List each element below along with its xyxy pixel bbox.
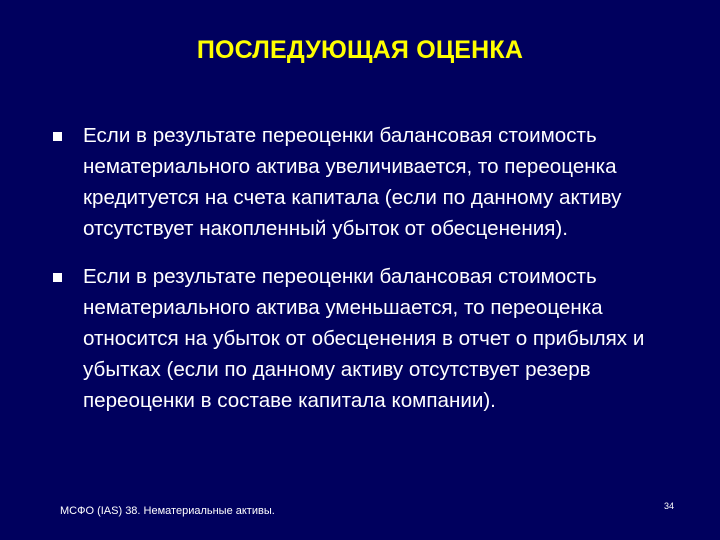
- bullet-text: Если в результате переоценки балансовая стоимость нематериального актива увеличивается, то переоценка кредитуется на счета капитала (если по данному активу отсутствует накопленный убыток от обесценения).: [83, 124, 622, 240]
- square-bullet-icon: [53, 273, 62, 282]
- slide-footer: МСФО (IAS) 38. Нематериальные активы.: [60, 505, 275, 517]
- list-item: [53, 261, 683, 416]
- list-item: [53, 120, 683, 244]
- square-bullet-icon: [53, 132, 62, 141]
- slide-title: ПОСЛЕДУЮЩАЯ ОЦЕНКА: [196, 36, 524, 64]
- page-number: 34: [664, 501, 675, 511]
- bullet-list: [53, 120, 683, 433]
- bullet-text: Если в результате переоценки балансовая стоимость нематериального актива уменьшается, то переоценка относится на убыток от обесценения в отчет о прибылях и убытках (если по данному активу отсутствует резерв переоценки в составе капитала компании).: [83, 265, 645, 412]
